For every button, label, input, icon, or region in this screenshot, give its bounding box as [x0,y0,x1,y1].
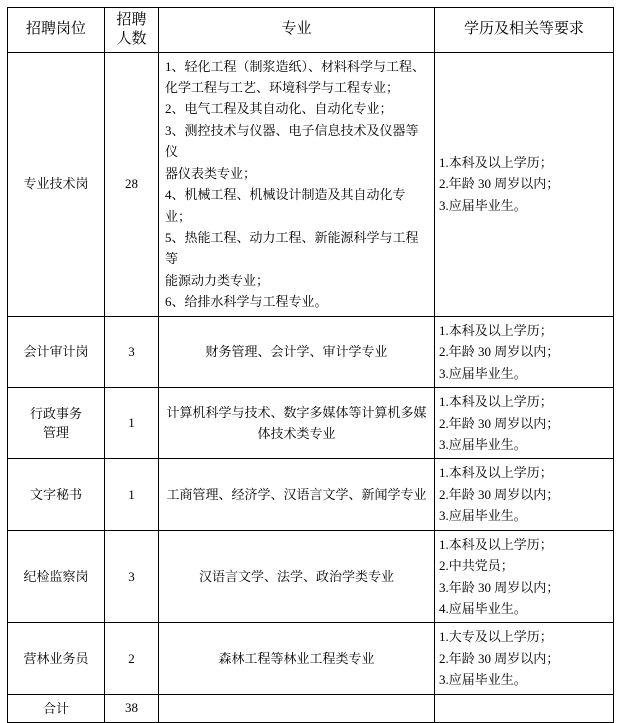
cell-number: 1 [105,459,159,530]
cell-requirement [435,530,614,623]
cell-requirement [435,459,614,530]
requirement-line: 2.年龄 30 周岁以内； [439,486,560,502]
requirement-line: 3.年龄 30 周岁以内； [439,579,560,595]
post-line: 行政事务 [29,405,82,421]
cell-major [159,388,435,459]
table-total-row [8,694,614,722]
major-line: 化学工程与工艺、环境科学与工程专业； [165,79,400,95]
major-line: 计算机科学与技术、数字多媒体等计算机多媒 [166,404,427,420]
cell-major [159,530,435,623]
requirement-line: 2.年龄 30 周岁以内； [439,176,560,192]
cell-requirement [435,388,614,459]
cell-number: 28 [105,52,159,316]
requirement-line: 2.年龄 30 周岁以内； [439,650,560,666]
cell-major [159,316,435,387]
table-row [8,388,614,459]
cell-requirement [435,623,614,694]
cell-total-number: 38 [105,694,159,722]
header-number-line2: 人数 [116,30,147,47]
cell-number: 2 [105,623,159,694]
header-number [105,8,159,53]
major-line: 汉语言文学、法学、政治学类专业 [198,568,394,584]
requirement-line: 2.中共党员； [439,558,514,574]
requirement-line: 2.年龄 30 周岁以内； [439,344,560,360]
cell-major [159,52,435,316]
cell-major [159,623,435,694]
cell-post: 文字秘书 [8,459,105,530]
cell-post [8,388,105,459]
post-line: 管理 [42,425,69,441]
table-body [8,52,614,723]
major-line: 财务管理、会计学、审计学专业 [205,344,388,360]
major-line: 1、轻化工程（制浆造纸）、材料科学与工程、 [165,58,426,74]
cell-post: 纪检监察岗 [8,530,105,623]
requirement-line: 1.大专及以上学历； [439,629,553,645]
cell-post: 会计审计岗 [8,316,105,387]
requirement-line: 2.年龄 30 周岁以内； [439,415,560,431]
table-row [8,316,614,387]
requirement-line: 1.本科及以上学历； [439,154,553,170]
major-line: 3、测控技术与仪器、电子信息技术及仪器等仪 [165,122,419,160]
cell-number: 1 [105,388,159,459]
table-row [8,459,614,530]
header-major: 专业 [159,8,435,53]
requirement-line: 1.本科及以上学历； [439,536,553,552]
major-line: 能源动力类专业； [165,272,270,288]
requirement-line: 4.应届毕业生。 [439,601,527,616]
major-line: 5、热能工程、动力工程、新能源科学与工程等 [165,230,419,267]
header-post: 招聘岗位 [8,8,105,53]
major-line: 森林工程等林业工程类专业 [218,650,375,666]
table-header [8,8,614,53]
header-requirement: 学历及相关等要求 [435,8,614,53]
cell-post: 营林业务员 [8,623,105,694]
requirement-line: 3.应届毕业生。 [439,672,527,688]
major-line: 器仪表类专业； [165,165,257,181]
major-line: 2、电气工程及其自动化、自动化专业； [165,101,393,117]
requirement-line: 3.应届毕业生。 [439,508,527,524]
requirement-line: 3.应届毕业生。 [439,197,527,213]
requirement-line: 1.本科及以上学历； [439,394,553,410]
cell-total-label: 合计 [8,694,105,722]
cell-requirement [435,316,614,387]
major-line: 体技术类专业 [257,426,336,442]
requirement-line: 3.应届毕业生。 [439,365,527,381]
table-row [8,52,614,316]
cell-requirement [435,52,614,316]
cell-total-major [159,694,435,722]
requirement-line: 1.本科及以上学历； [439,322,553,338]
cell-post: 专业技术岗 [8,52,105,316]
recruitment-table [7,7,614,723]
cell-total-requirement [435,694,614,722]
table-row [8,530,614,623]
table-header-row [8,8,614,53]
major-line: 6、给排水科学与工程专业。 [165,294,328,310]
requirement-line: 1.本科及以上学历； [439,465,553,481]
major-line: 工商管理、经济学、汉语言文学、新闻学专业 [166,486,427,502]
table-row [8,623,614,694]
cell-major [159,459,435,530]
requirement-line: 3.应届毕业生。 [439,436,527,452]
header-number-line1: 招聘 [116,12,147,28]
cell-number: 3 [105,530,159,623]
major-line: 4、机械工程、机械设计制造及其自动化专业； [165,187,406,224]
cell-number: 3 [105,316,159,387]
